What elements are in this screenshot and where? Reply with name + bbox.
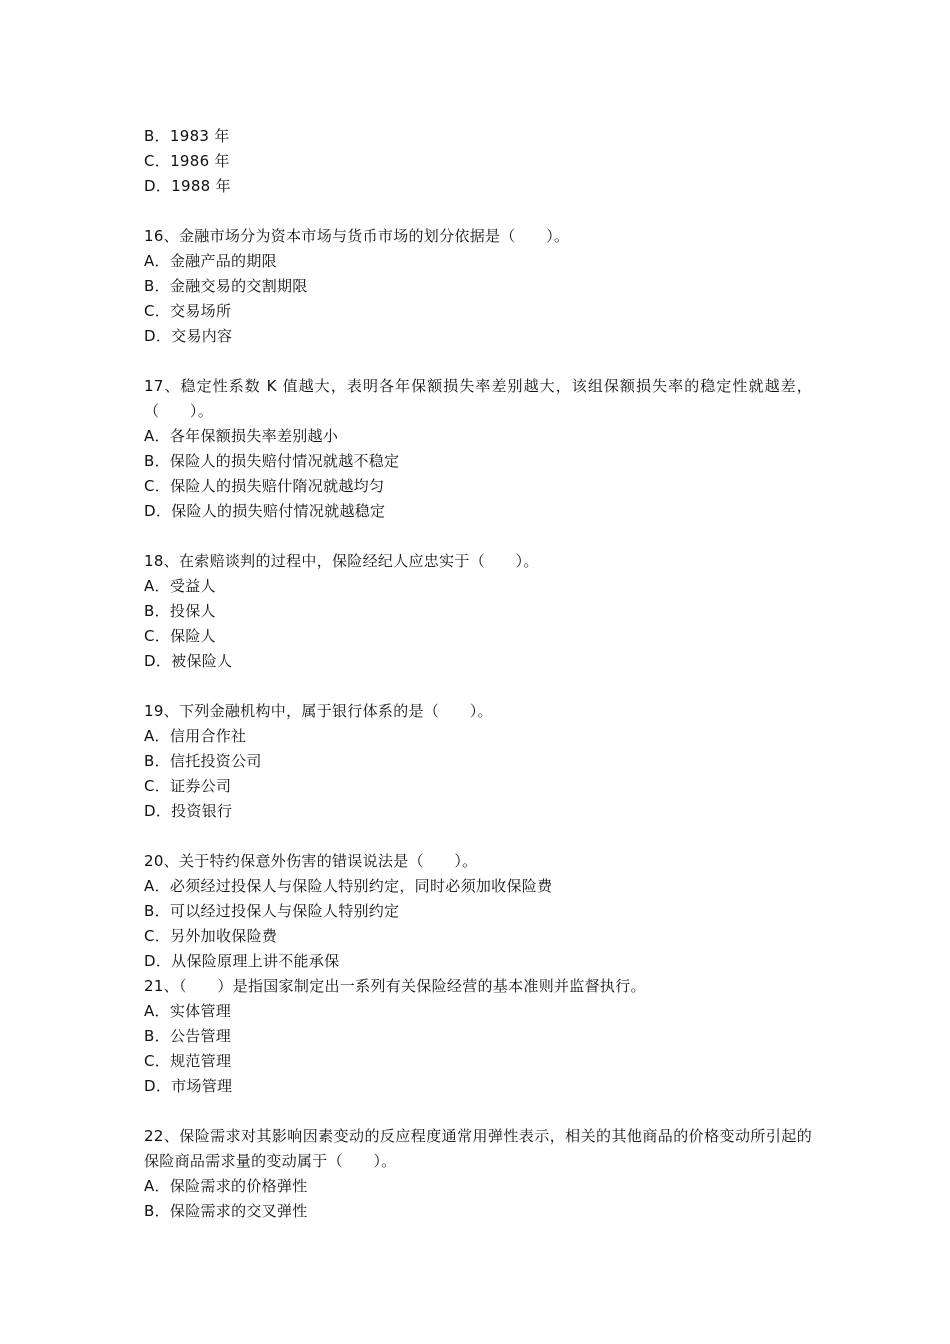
spacer	[144, 824, 812, 849]
option-c: C．规范管理	[144, 1052, 232, 1070]
spacer	[144, 199, 812, 224]
spacer	[144, 524, 812, 549]
option-a: A．保险需求的价格弹性	[144, 1177, 308, 1195]
question-21	[144, 974, 812, 1099]
question-stem: 22、保险需求对其影响因素变动的反应程度通常用弹性表示，相关的其他商品的价格变动所引起的保险商品需求量的变动属于（ ）。	[144, 1127, 812, 1170]
spacer	[144, 1099, 812, 1124]
question-stem: 20、关于特约保意外伤害的错误说法是（ ）。	[144, 852, 478, 870]
option-b: B．可以经过投保人与保险人特别约定	[144, 902, 400, 920]
question-stem: 16、金融市场分为资本市场与货币市场的划分依据是（ ）。	[144, 227, 570, 245]
option-d: D．市场管理	[144, 1077, 233, 1095]
option-a: A．金融产品的期限	[144, 252, 277, 270]
option-a: A．必须经过投保人与保险人特别约定，同时必须加收保险费	[144, 877, 553, 895]
question-stem: 18、在索赔谈判的过程中，保险经纪人应忠实于（ ）。	[144, 552, 539, 570]
question-17	[144, 374, 812, 524]
option-b: B．公告管理	[144, 1027, 232, 1045]
option-d: D．1988 年	[144, 177, 231, 195]
question-stem: 19、下列金融机构中，属于银行体系的是（ ）。	[144, 702, 493, 720]
question-19	[144, 699, 812, 824]
option-a: A．信用合作社	[144, 727, 247, 745]
option-b: B．保险人的损失赔付情况就越不稳定	[144, 452, 400, 470]
question-20	[144, 849, 812, 974]
question-18	[144, 549, 812, 674]
option-d: D．保险人的损失赔付情况就越稳定	[144, 502, 386, 520]
question-stem: 17、稳定性系数 K 值越大，表明各年保额损失率差别越大，该组保额损失率的稳定性就越差，（ ）。	[144, 377, 812, 420]
option-c: C．交易场所	[144, 302, 232, 320]
option-b: B．1983 年	[144, 127, 230, 145]
option-d: D．投资银行	[144, 802, 233, 820]
question-list	[144, 124, 812, 1224]
option-c: C．证券公司	[144, 777, 232, 795]
carryover-options	[144, 124, 812, 199]
question-stem: 21、（ ）是指国家制定出一系列有关保险经营的基本准则并监督执行。	[144, 977, 646, 995]
option-c: C．保险人的损失赔什隋况就越均匀	[144, 477, 385, 495]
option-b: B．金融交易的交割期限	[144, 277, 308, 295]
option-d: D．交易内容	[144, 327, 233, 345]
option-a: A．受益人	[144, 577, 216, 595]
option-a: A．实体管理	[144, 1002, 232, 1020]
spacer	[144, 674, 812, 699]
spacer	[144, 349, 812, 374]
option-b: B．投保人	[144, 602, 216, 620]
option-a: A．各年保额损失率差别越小	[144, 427, 339, 445]
option-d: D．被保险人	[144, 652, 233, 670]
question-16	[144, 224, 812, 349]
question-22	[144, 1124, 812, 1224]
option-b: B．保险需求的交叉弹性	[144, 1202, 308, 1220]
option-c: C．保险人	[144, 627, 216, 645]
option-c: C．另外加收保险费	[144, 927, 278, 945]
option-c: C．1986 年	[144, 152, 230, 170]
option-d: D．从保险原理上讲不能承保	[144, 952, 340, 970]
option-b: B．信托投资公司	[144, 752, 262, 770]
